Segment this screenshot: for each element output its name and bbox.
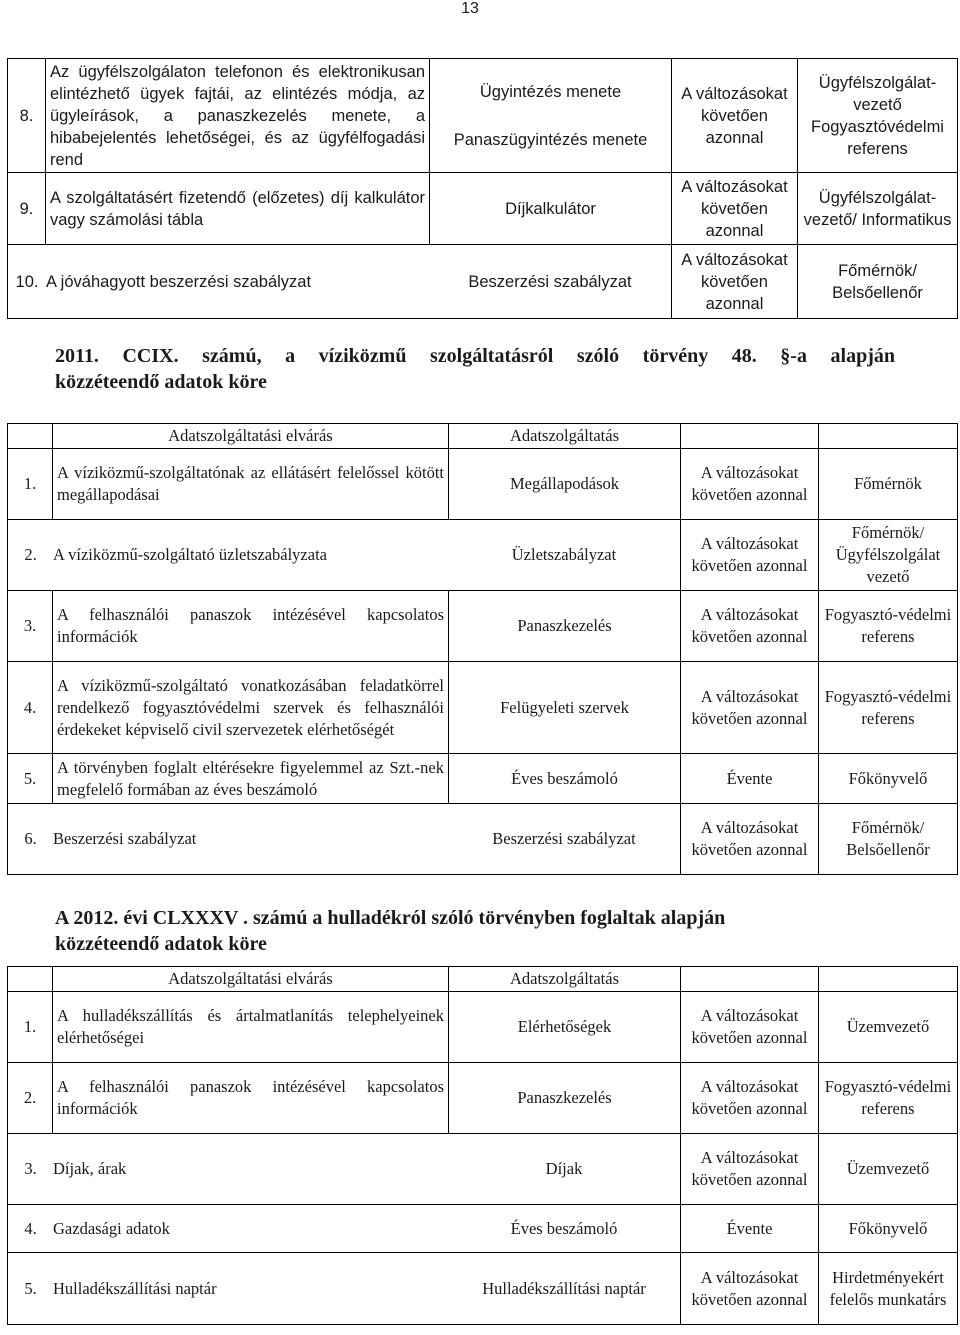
service-cell: Panaszkezelés	[449, 591, 681, 662]
requirement-cell-merged	[8, 520, 681, 591]
responsible-cell: Főkönyvelő	[819, 1205, 958, 1253]
page-number: 13	[461, 0, 479, 17]
service-cell: Díjkalkulátor	[430, 173, 672, 245]
requirement-text: Hulladékszállítási naptár	[53, 1278, 217, 1298]
header-empty	[819, 967, 958, 992]
table-row	[8, 1253, 958, 1325]
requirement-cell: A törvényben foglalt eltérésekre figyelemmel az Szt.-nek megfelelő formában az éves beszámoló	[53, 754, 449, 804]
row-number: 4.	[24, 1218, 37, 1238]
row-number: 5.	[24, 1278, 37, 1298]
table-waste-management	[7, 966, 958, 1325]
frequency-cell: A változásokat követően azonnal	[681, 992, 819, 1063]
requirement-cell: A felhasználói panaszok intézésével kapcsolatos információk	[53, 1063, 449, 1134]
section-title-line: közzéteendő adatok köre	[55, 371, 267, 393]
frequency-cell: A változásokat követően azonnal	[681, 1253, 819, 1325]
responsible-cell: Főmérnök/ Belsőellenőr	[798, 245, 958, 319]
row-number: 6.	[24, 829, 37, 848]
requirement-text: Gazdasági adatok	[53, 1218, 170, 1238]
service-text: Beszerzési szabályzat	[468, 272, 632, 291]
section-title	[55, 905, 895, 957]
row-number: 4.	[8, 662, 53, 754]
requirement-cell-merged	[8, 245, 672, 319]
table-row	[8, 173, 958, 245]
responsible-cell: Főmérnök/ Ügyfélszolgálat vezető	[819, 520, 958, 591]
frequency-cell: A változásokat követően azonnal	[681, 520, 819, 591]
row-number: 3.	[8, 591, 53, 662]
frequency-cell: A változásokat követően azonnal	[681, 1134, 819, 1205]
requirement-cell: A víziközmű-szolgáltatónak az ellátásért felelőssel kötött megállapodásai	[53, 449, 449, 520]
header-empty	[681, 967, 819, 992]
frequency-cell: Évente	[681, 1205, 819, 1253]
responsible-item: Fogyasztóvédelmi referens	[811, 117, 944, 158]
table-header	[8, 967, 958, 992]
row-number: 2.	[8, 1063, 53, 1134]
responsible-cell: Főkönyvelő	[819, 754, 958, 804]
requirement-cell: A víziközmű-szolgáltató vonatkozásában feladatkörrel rendelkező fogyasztóvédelmi szervek és felhasználói érdekeket képviselő civil szervezetek elérhetőségét	[53, 662, 449, 754]
requirement-cell: A hulladékszállítás és ártalmatlanítás telephelyeinek elérhetőségei	[53, 992, 449, 1063]
requirement-text: Beszerzési szabályzat	[53, 829, 197, 848]
row-number: 8.	[8, 59, 46, 173]
requirement-cell: A felhasználói panaszok intézésével kapcsolatos információk	[53, 591, 449, 662]
table-row	[8, 1063, 958, 1134]
service-item: Panaszügyintézés menete	[453, 130, 648, 149]
responsible-cell: Fogyasztó-védelmi referens	[819, 1063, 958, 1134]
requirement-cell: Az ügyfélszolgálaton telefonon és elektronikusan elintézhető ügyek fajtái, az elintézés módja, az ügyleírások, a panaszkezelés menete, a hibabejelentés lehetőségei, és az ügyfélfogadási rend	[46, 59, 430, 173]
section-title	[55, 343, 895, 395]
table-row	[8, 992, 958, 1063]
frequency-cell: A változásokat követően azonnal	[681, 1063, 819, 1134]
service-cell	[430, 59, 672, 173]
requirement-cell-merged	[8, 1205, 681, 1253]
requirement-cell-merged	[8, 1134, 681, 1205]
header-empty	[8, 424, 53, 449]
table-row	[8, 1134, 958, 1205]
header-service: Adatszolgáltatás	[449, 424, 681, 449]
section-title-line: A 2012. évi CLXXXV . számú a hulladékról szóló törvényben foglaltak alapján	[55, 907, 726, 929]
row-number: 10.	[15, 272, 39, 291]
service-text: Éves beszámoló	[510, 1218, 618, 1238]
service-text: Díjak	[545, 1159, 583, 1178]
responsible-cell: Hirdetményekért felelős munkatárs	[819, 1253, 958, 1325]
service-cell: Panaszkezelés	[449, 1063, 681, 1134]
row-number: 9.	[8, 173, 46, 245]
service-text: Beszerzési szabályzat	[492, 829, 636, 848]
frequency-cell: A változásokat követően azonnal	[672, 173, 798, 245]
row-number: 2.	[24, 545, 37, 564]
header-requirement: Adatszolgáltatási elvárás	[53, 424, 449, 449]
frequency-cell: A változásokat követően azonnal	[681, 449, 819, 520]
table-row	[8, 662, 958, 754]
header-empty	[819, 424, 958, 449]
service-cell: Éves beszámoló	[449, 754, 681, 804]
requirement-cell-merged	[8, 804, 681, 875]
service-cell: Elérhetőségek	[449, 992, 681, 1063]
table-row	[8, 1205, 958, 1253]
table-row	[8, 804, 958, 875]
table-row	[8, 245, 958, 319]
table-disclosure-continued	[7, 58, 958, 319]
service-item: Ügyintézés menete	[479, 82, 622, 101]
responsible-cell: Főmérnök	[819, 449, 958, 520]
requirement-text: A víziközmű-szolgáltató üzletszabályzata	[53, 545, 327, 564]
header-empty	[8, 967, 53, 992]
header-empty	[681, 424, 819, 449]
table-row	[8, 449, 958, 520]
frequency-cell: A változásokat követően azonnal	[672, 59, 798, 173]
service-cell: Megállapodások	[449, 449, 681, 520]
responsible-cell: Fogyasztó-védelmi referens	[819, 591, 958, 662]
service-text: Üzletszabályzat	[511, 545, 617, 564]
table-header	[8, 424, 958, 449]
section-title-line: 2011. CCIX. számú, a víziközmű szolgáltatásról szóló törvény 48. §-a alapján	[55, 345, 895, 367]
responsible-cell: Fogyasztó-védelmi referens	[819, 662, 958, 754]
responsible-cell: Ügyfélszolgálat-vezető/ Informatikus	[798, 173, 958, 245]
frequency-cell: A változásokat követően azonnal	[681, 804, 819, 875]
table-row	[8, 591, 958, 662]
service-text: Hulladékszállítási naptár	[482, 1278, 646, 1298]
responsible-cell	[798, 59, 958, 173]
frequency-cell: A változásokat követően azonnal	[681, 662, 819, 754]
header-requirement: Adatszolgáltatási elvárás	[53, 967, 449, 992]
section-title-line: közzéteendő adatok köre	[55, 933, 267, 955]
responsible-cell: Üzemvezető	[819, 992, 958, 1063]
requirement-text: A jóváhagyott beszerzési szabályzat	[46, 272, 312, 291]
row-number: 5.	[8, 754, 53, 804]
table-row	[8, 59, 958, 173]
row-number: 1.	[8, 449, 53, 520]
requirement-text: Díjak, árak	[53, 1159, 127, 1178]
frequency-cell: Évente	[681, 754, 819, 804]
row-number: 1.	[8, 992, 53, 1063]
requirement-cell-merged	[8, 1253, 681, 1325]
responsible-cell: Üzemvezető	[819, 1134, 958, 1205]
service-cell: Felügyeleti szervek	[449, 662, 681, 754]
responsible-item: Ügyfélszolgálat-vezető	[818, 73, 937, 114]
requirement-cell: A szolgáltatásért fizetendő (előzetes) díj kalkulátor vagy számolási tábla	[46, 173, 430, 245]
table-water-utility	[7, 423, 958, 875]
header-service: Adatszolgáltatás	[449, 967, 681, 992]
frequency-cell: A változásokat követően azonnal	[672, 245, 798, 319]
responsible-cell: Főmérnök/ Belsőellenőr	[819, 804, 958, 875]
frequency-cell: A változásokat követően azonnal	[681, 591, 819, 662]
row-number: 3.	[24, 1159, 37, 1178]
table-row	[8, 520, 958, 591]
table-row	[8, 754, 958, 804]
